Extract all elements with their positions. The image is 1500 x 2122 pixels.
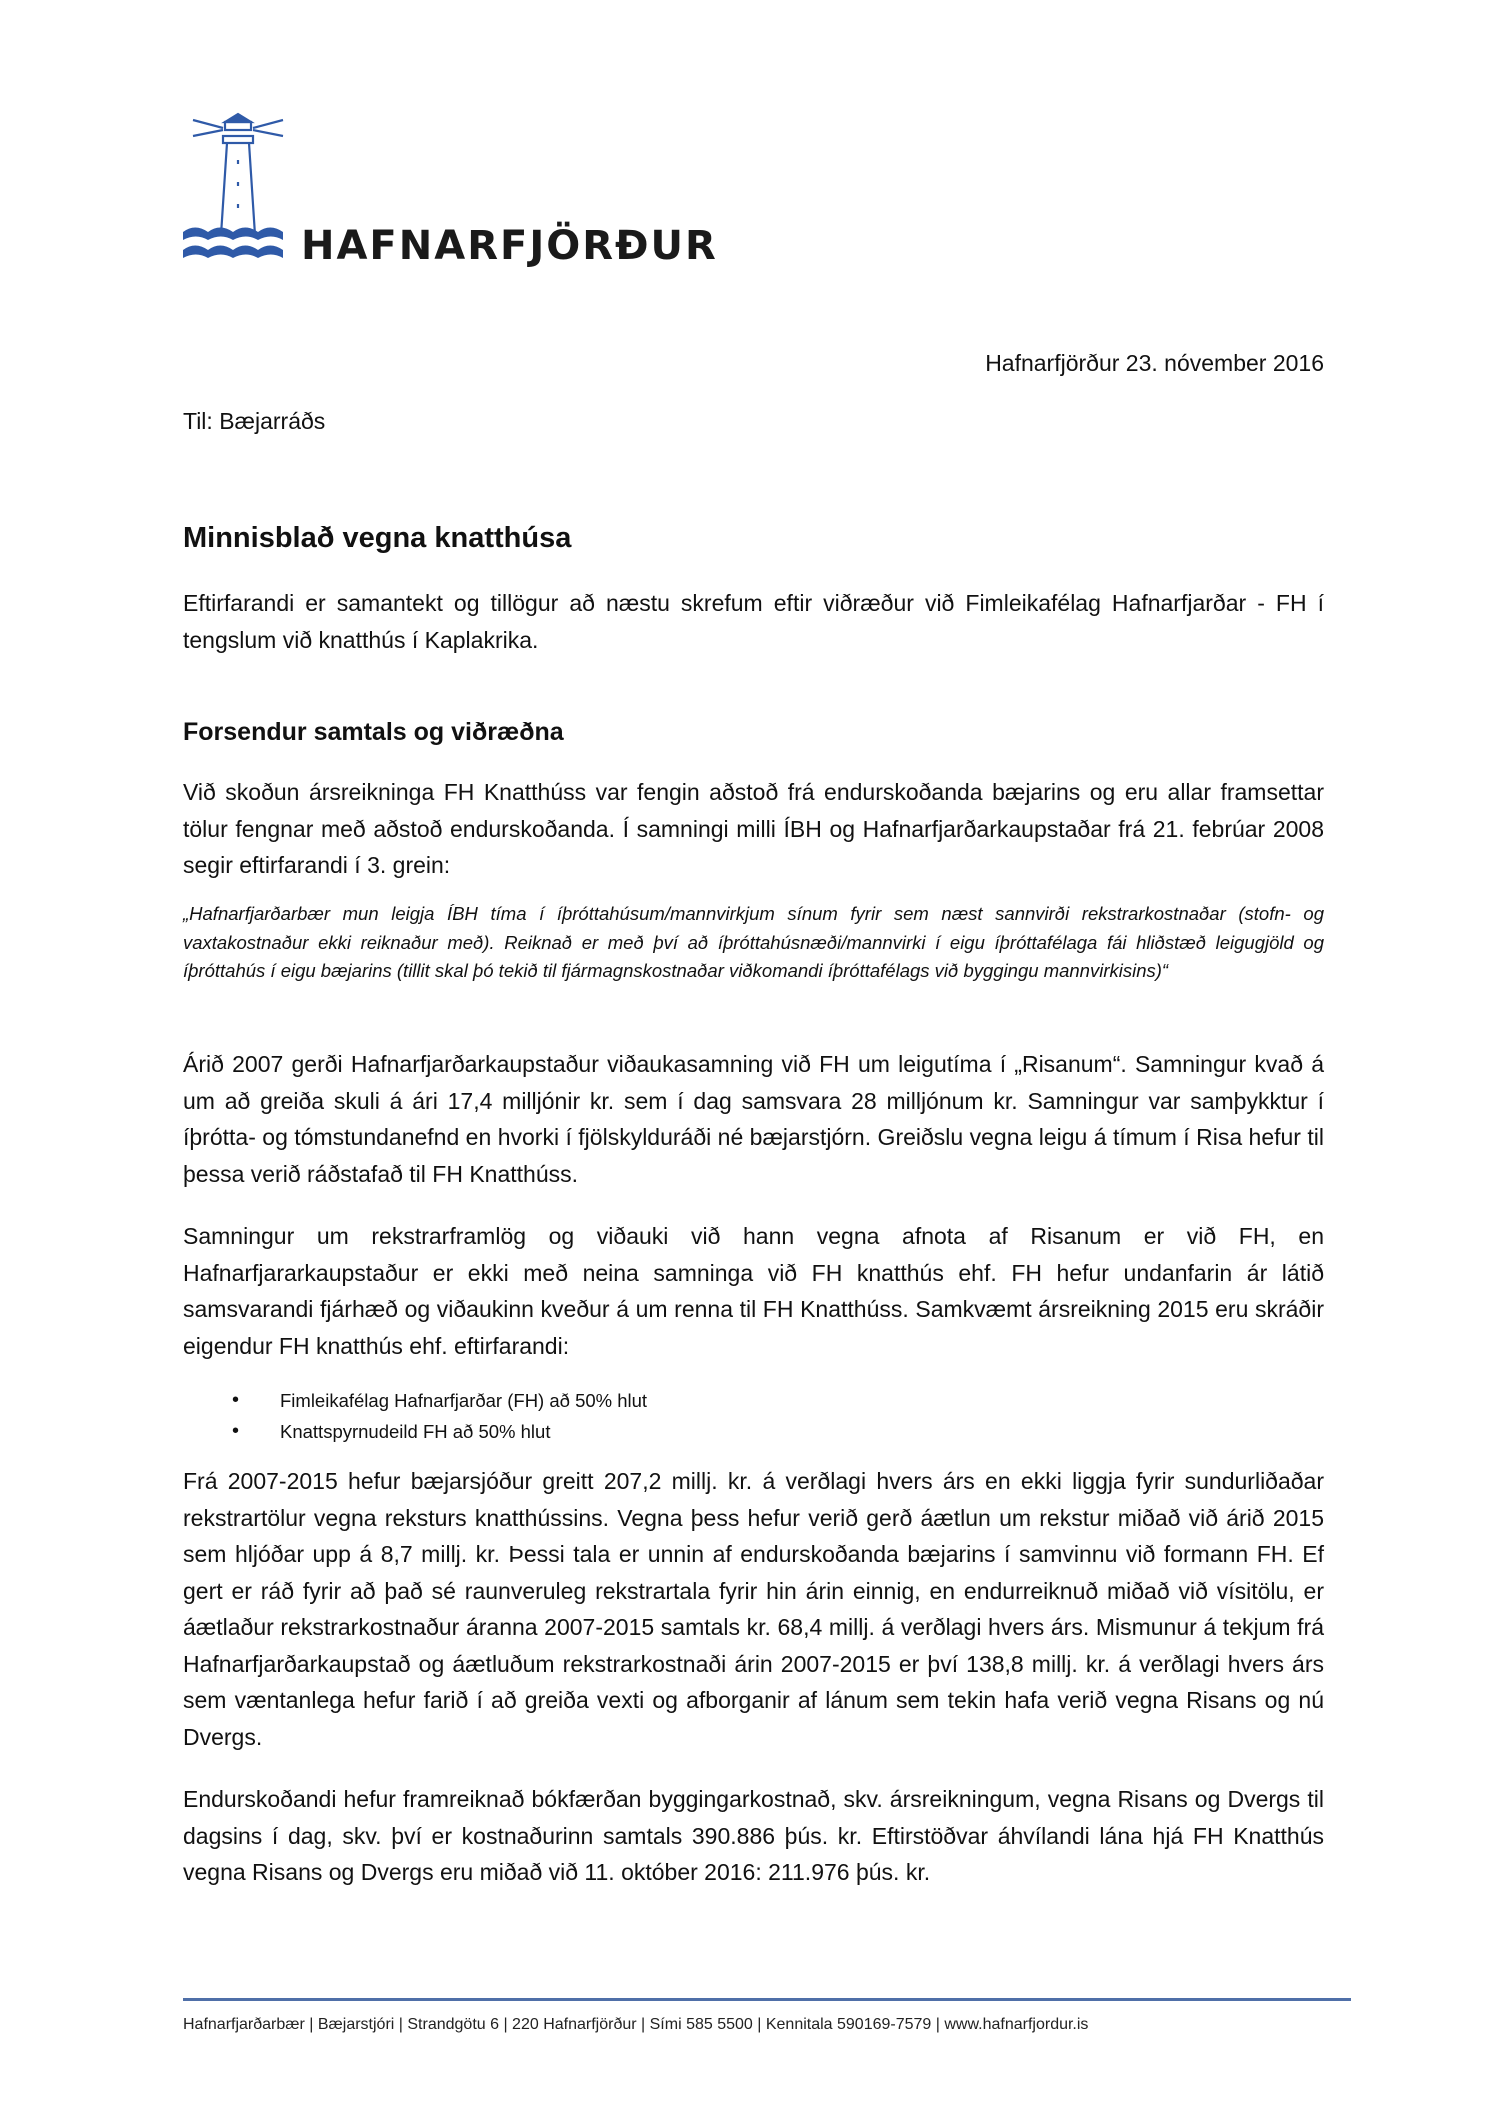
recipient-line: Til: Bæjarráðs [183,408,326,434]
list-item: • Knattspyrnudeild FH að 50% hlut [232,1416,647,1447]
intro-paragraph: Eftirfarandi er samantekt og tillögur að næstu skrefum eftir viðræður við Fimleikafélag Hafnarfjarðar - FH í tengslum við knatthús í Kaplakrika. [183,590,1324,653]
document-title: Minnisblað vegna knatthúsa [183,522,572,554]
body-paragraph: Árið 2007 gerði Hafnarfjarðarkaupstaður viðaukasamning við FH um leigutíma í „Risanum“. Samningur kvað á um að greiða skuli á ári 17,4 milljónir kr. sem í dag samsvara 28 milljónum kr. Samningur var samþykktur í íþrótta- og tómstundanefnd en hvorki í fjölskylduráði né bæjarstjórn. Greiðslu vegna leigu á tímum í Risa hefur til þessa verið ráðstafað til FH Knatthúss. [183,1051,1324,1187]
document-date: Hafnarfjörður 23. nóvember 2016 [985,350,1324,376]
footer-contact: Hafnarfjarðarbær | Bæjarstjóri | Strandgötu 6 | 220 Hafnarfjörður | Sími 585 5500 | Kennitala 590169-7579 | www.hafnarfjordur.is [183,2016,1089,2033]
body-paragraph: Samningur um rekstrarframlög og viðauki við hann vegna afnota af Risanum er við FH, en Hafnarfjararkaupstaður er ekki með neina samninga við FH knatthús ehf. FH hefur undanfarin ár látið samsvarandi fjárhæð og viðaukinn kveður á um renna til FH Knatthúss. Samkvæmt ársreikning 2015 eru skráðir eigendur FH knatthús ehf. eftirfarandi: [183,1223,1324,1359]
contract-quote: „Hafnarfjarðarbær mun leigja ÍBH tíma í íþróttahúsum/mannvirkjum sínum fyrir sem næst sannvirði rekstrarkostnaðar (stofn- og vaxtakostnaður ekki reiknaður með). Reiknað er með því að íþróttahúsnæði/mannvirki í eigu íþróttafélaga fái hliðstæð leigugjöld og íþróttahús í eigu bæjarins (tillit skal þó tekið til fjármagnskostnaðar viðkomandi íþróttafélags við byggingu mannvirkisins)“ [183,903,1324,981]
logo-wordmark: HAFNARFJÖRÐUR [301,223,718,269]
section-heading: Forsendur samtals og viðræðna [183,718,564,746]
body-paragraph: Frá 2007-2015 hefur bæjarsjóður greitt 207,2 millj. kr. á verðlagi hvers árs en ekki liggja fyrir sundurliðaðar rekstrartölur vegna reksturs knatthússins. Vegna þess hefur verið gerð áætlun um rekstur miðað við árið 2015 sem hljóðar upp á 8,7 millj. kr. Þessi tala er unnin af endurskoðanda bæjarins í samvinnu við formann FH. Ef gert er ráð fyrir að það sé raunveruleg rekstrartala fyrir hin árin einnig, en endurreiknuð miðað við vísitölu, er áætlaður rekstrarkostnaður áranna 2007-2015 samtals kr. 68,4 millj. á verðlagi hvers árs. Mismunur á tekjum frá Hafnarfjarðarkaupstað og áætluðum rekstrarkostnaði árin 2007-2015 er því 138,8 millj. kr. á verðlagi hvers árs sem væntanlega hefur farið í að greiða vexti og afborganir af lánum sem tekin hafa verið vegna Risans og nú Dvergs. [183,1468,1324,1750]
list-item: • Fimleikafélag Hafnarfjarðar (FH) að 50% hlut [232,1385,647,1416]
footer-divider [183,1998,1351,2001]
body-paragraph: Endurskoðandi hefur framreiknað bókfærðan byggingarkostnað, skv. ársreikningum, vegna Risans og Dvergs til dagsins í dag, skv. því er kostnaðurinn samtals 390.886 þús. kr. Eftirstöðvar áhvílandi lána hjá FH Knatthús vegna Risans og Dvergs eru miðað við 11. október 2016: 211.976 þús. kr. [183,1786,1324,1885]
hafnarfjordur-logo [183,100,718,270]
lighthouse-icon [183,100,293,270]
owners-list [232,1385,647,1447]
body-paragraph: Við skoðun ársreikninga FH Knatthúss var fengin aðstoð frá endurskoðanda bæjarins og eru allar framsettar tölur fengnar með aðstoð endurskoðanda. Í samningi milli ÍBH og Hafnarfjarðarkaupstaðar frá 21. febrúar 2008 segir eftirfarandi í 3. grein: [183,779,1324,878]
